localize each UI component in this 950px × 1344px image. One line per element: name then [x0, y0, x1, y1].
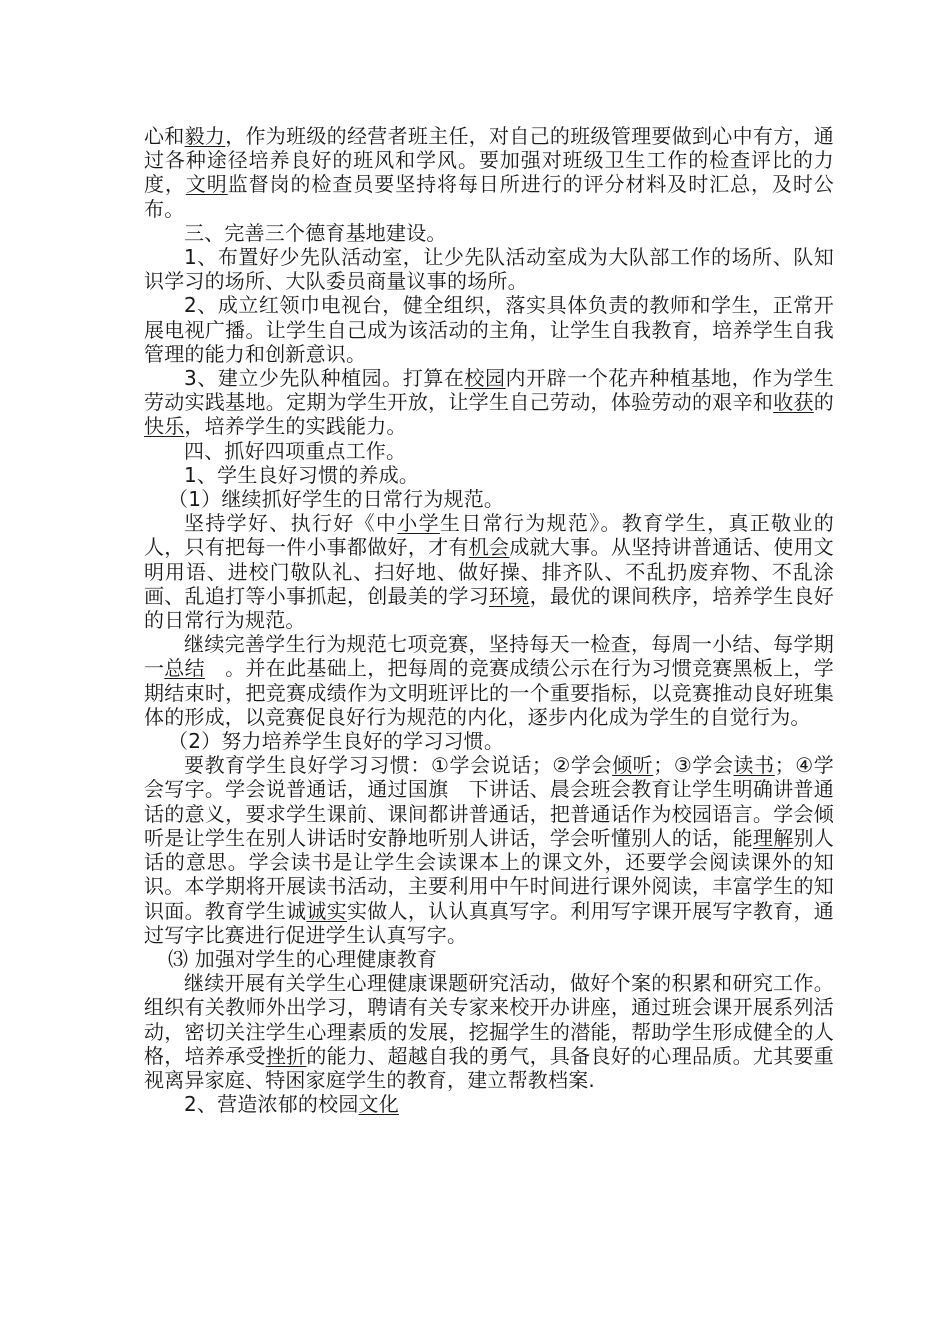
text-run: 四、抓好四项重点工作。 — [184, 438, 407, 463]
text-run: 2、成立红领巾电视台，健全组织，落实具体负责的教师和学生，正常开展电视广播。让学生自己成为该活动的主角，让学生自我教育，培养学生自我管理的能力和创新意识。 — [144, 293, 834, 366]
text-run: 2、营造浓郁的校园 — [184, 1092, 359, 1117]
paragraph — [144, 293, 834, 366]
underlined-term: 校园 — [464, 366, 506, 391]
paragraph — [144, 439, 834, 463]
underlined-term: 快乐 — [144, 414, 185, 439]
underlined-term: 文明 — [185, 172, 228, 197]
text-run: 继续完善学生行为规范七项竞赛，坚持每天一检查，每周一小结、每学期一 — [144, 632, 834, 681]
text-run: ，最优的课间秩序，培养学生良好的日常行为规范。 — [144, 583, 834, 633]
paragraph — [144, 487, 834, 511]
paragraph — [144, 753, 834, 947]
underlined-term: 理解 — [752, 825, 794, 850]
paragraph — [144, 511, 834, 632]
text-run: 坚持学好、执行好《中 — [184, 511, 398, 536]
text-run: 别人话的意思。学会读书是让学生会读课本上的课文外，还要学会阅读课外的知识。本学期将开展读书活动，主要利用中午时间进行课外阅读，丰富学生的知识面。教育学生诚 — [144, 825, 834, 923]
paragraph — [144, 245, 834, 293]
document-body — [144, 124, 834, 1116]
underlined-term: 毅力 — [184, 124, 226, 148]
text-run: ⑶ 加强对学生的心理健康教育 — [168, 946, 438, 971]
paragraph — [144, 1092, 834, 1116]
text-run: 1、布置好少先队活动室，让少先队活动室成为大队部工作的场所、队知识学习的场所、大队委员商量议事的场所。 — [144, 245, 834, 294]
paragraph — [144, 971, 834, 1092]
text-run: 继续开展有关学生心理健康课题研究活动，做好个案的积累和研究工作。组织有关教师外出学习，聘请有关专家来校开办讲座，通过班会课开展系列活动，密切关注学生心理素质的发展，挖掘学生的潜能，帮助学生形成健全的人格，培养承受 — [144, 971, 834, 1068]
text-run: 三、完善三个德育基地建设。 — [184, 220, 447, 245]
text-run: 3、建立少先队种植园。打算在 — [184, 366, 465, 391]
text-run: 心和 — [144, 124, 185, 148]
text-run: ，培养学生的实践能力。 — [184, 414, 407, 439]
text-run: （1）继续抓好学生的日常行为规范。 — [168, 487, 505, 512]
text-run: 。并在此基础上，把每周的竞赛成绩公示在行为习惯竞赛黑板上，学期结束时，把竞赛成绩作为文明班评比的一个重要指标，以竞赛推动良好班集体的形成，以竞赛促良好行为规范的内化，逐步内化成为学生的自觉行为。 — [144, 656, 834, 729]
text-run: （2）努力培养学生良好的学习习惯。 — [168, 729, 505, 754]
underlined-term: 收获 — [773, 390, 814, 415]
text-run: ；③学会 — [653, 753, 734, 778]
paragraph — [144, 463, 834, 487]
text-run: 监督岗的检查员要坚持将每日所进行的评分材料及时汇总，及时公布。 — [144, 172, 835, 221]
underlined-term: 倾听 — [612, 753, 654, 778]
text-run: ，作为班级的经营者班主任，对自己的班级管理要做到心中有方，通过各种途径培养良好的班风和学风。要加强对班级卫生工作的检查评比的力度， — [144, 124, 834, 197]
text-run: 1、学生良好习惯的养成。 — [184, 462, 420, 487]
paragraph — [144, 632, 834, 729]
underlined-term: 总结 — [164, 656, 205, 681]
underlined-term: 小学 — [397, 511, 440, 536]
underlined-term: 文化 — [358, 1092, 399, 1117]
text-run: 生日常行为规范》。教育学生，真正敬业的人，只有把每一件小事都做好，才有 — [144, 511, 834, 560]
text-run: 的能力、超越自我的勇气，具备良好的心理品质。尤其要重视离异家庭、特困家庭学生的教育，建立帮教档案. — [144, 1043, 834, 1092]
underlined-term: 挫折 — [265, 1043, 307, 1068]
paragraph — [144, 947, 834, 971]
text-run: 内开辟一个花卉种植基地，作为学生劳动实践基地。定期为学生开放，让学生自己劳动，体验劳动的艰辛和 — [144, 366, 835, 415]
paragraph — [144, 221, 834, 245]
underlined-term: 机会 — [468, 535, 510, 560]
text-run: 成就大事。从坚持讲普通话、使用文明用语、进校门敬队礼、扫好地、做好操、排齐队、不乱扔废弃物、不乱涂画、乱追打等小事抓起，创最美的学习 — [144, 535, 834, 608]
paragraph — [144, 124, 834, 221]
underlined-term: 诚实 — [306, 898, 347, 923]
text-run: 的 — [813, 390, 834, 415]
paragraph — [144, 729, 834, 753]
text-run: ；④学会写字。学会说普通话，通过国旗 下讲话、晨会班会教育让学生明确讲普通话的意义，要求学生课前、课间都讲普通话，把普通话作为校园语言。学会倾听是让学生在别人讲话时安静地听别人讲话，学会听懂别人的话，能 — [144, 753, 834, 850]
text-run: 要教育学生良好学习习惯：①学会说话；②学会 — [184, 753, 613, 778]
paragraph — [144, 366, 834, 439]
underlined-term: 环境 — [489, 583, 530, 608]
text-run: 实做人，认认真真写字。利用写字课开展写字教育，通过写字比赛进行促进学生认真写字。 — [144, 898, 834, 947]
underlined-term: 读书 — [733, 753, 775, 778]
